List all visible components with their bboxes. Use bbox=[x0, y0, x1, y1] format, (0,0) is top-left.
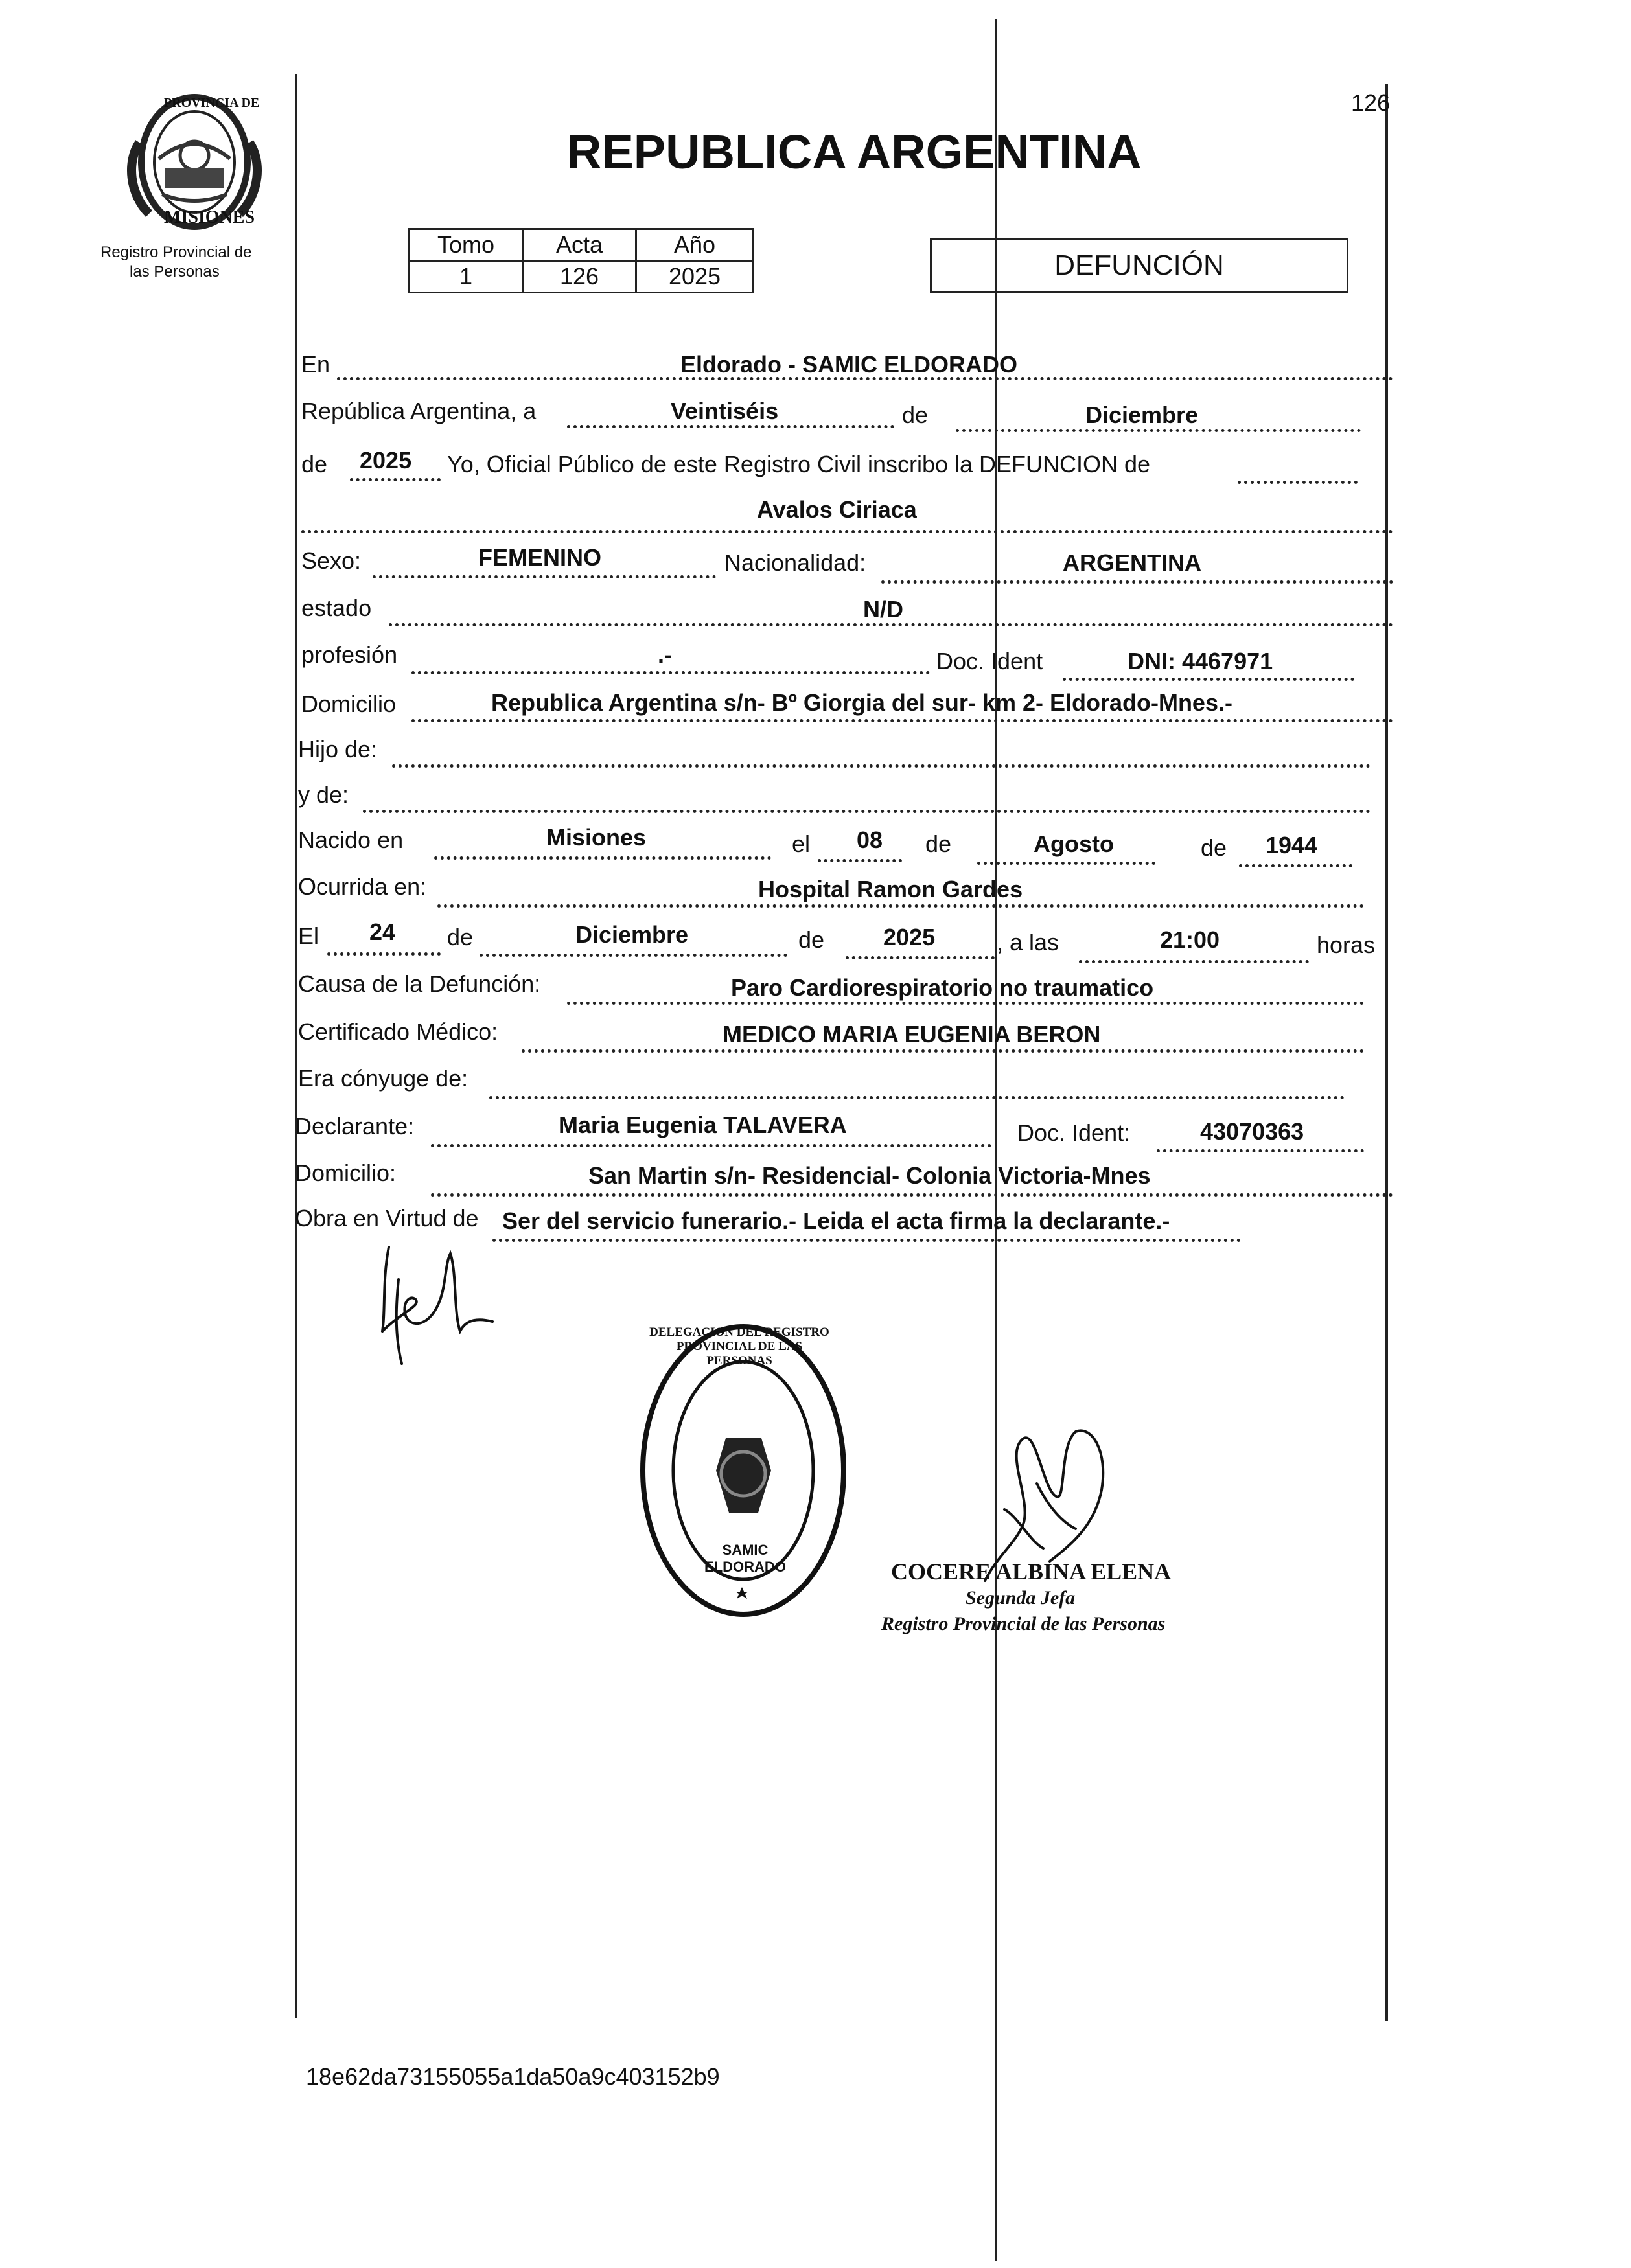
death-time-dots bbox=[1079, 960, 1309, 963]
seal-ring-text: DELEGACION DEL REGISTRO PROVINCIAL DE LAS PERSONAS bbox=[649, 1325, 829, 1368]
right-margin-line bbox=[1385, 84, 1388, 2021]
profesion-dots bbox=[411, 671, 930, 674]
death-month: Diciembre bbox=[575, 921, 689, 948]
official-title: Segunda Jefa bbox=[966, 1587, 1076, 1609]
de1-label: de bbox=[925, 830, 952, 857]
left-margin-line bbox=[295, 74, 297, 2018]
obra-value: Ser del servicio funerario.- Leida el acta firma la declarante.- bbox=[502, 1208, 1170, 1234]
ocurrida-label: Ocurrida en: bbox=[298, 873, 427, 900]
birth-year: 1944 bbox=[1266, 832, 1318, 858]
estado-label: estado bbox=[301, 595, 372, 621]
horas-label: horas bbox=[1317, 932, 1376, 958]
seal-inner-text: SAMIC ELDORADO bbox=[704, 1542, 786, 1575]
causa-dots bbox=[567, 1002, 1364, 1005]
profesion-value: .- bbox=[658, 641, 672, 668]
document-hash: 18e62da73155055a1da50a9c403152b9 bbox=[306, 2063, 720, 2090]
republica-label: República Argentina, a bbox=[301, 398, 537, 424]
sexo-dots bbox=[373, 575, 716, 578]
year-label: de bbox=[301, 451, 328, 477]
birth-month-dots bbox=[977, 862, 1155, 865]
sexo-label: Sexo: bbox=[301, 547, 362, 574]
province-logo bbox=[120, 84, 269, 236]
en-label: En bbox=[301, 351, 330, 378]
decl-doc-dots bbox=[1157, 1149, 1364, 1152]
yde-dots bbox=[363, 810, 1371, 813]
registry-seal bbox=[638, 1322, 849, 1620]
certificado-label: Certificado Médico: bbox=[298, 1018, 498, 1045]
registry-name-line1: Registro Provincial de bbox=[100, 244, 252, 261]
conyuge-label: Era cónyuge de: bbox=[298, 1065, 468, 1092]
profesion-label: profesión bbox=[301, 641, 398, 668]
de4-label: de bbox=[798, 926, 825, 953]
registry-name-line2: las Personas bbox=[130, 263, 220, 281]
de3-label: de bbox=[447, 924, 474, 950]
oficial-dots bbox=[1238, 481, 1358, 484]
official-name: COCERE ALBINA ELENA bbox=[891, 1559, 1172, 1585]
obra-label: Obra en Virtud de bbox=[295, 1205, 479, 1231]
birth-month: Agosto bbox=[1034, 830, 1114, 857]
death-month-dots bbox=[480, 954, 787, 957]
de2-label: de bbox=[1201, 834, 1227, 861]
conyuge-dots bbox=[489, 1096, 1345, 1099]
oficial-text: Yo, Oficial Público de este Registro Civil inscribo la DEFUNCION de bbox=[447, 451, 1151, 477]
record-table bbox=[408, 228, 754, 293]
death-day: 24 bbox=[369, 919, 396, 945]
birth-year-dots bbox=[1239, 864, 1352, 867]
hijo-dots bbox=[392, 764, 1371, 768]
nacionalidad-value: ARGENTINA bbox=[1063, 549, 1201, 576]
decl-doc-value: 43070363 bbox=[1200, 1118, 1304, 1145]
decl-doc-label: Doc. Ident: bbox=[1017, 1119, 1131, 1146]
acta-value: 126 bbox=[523, 261, 636, 293]
logo-text-bottom: MISIONES bbox=[164, 207, 255, 227]
el2-label: El bbox=[298, 922, 319, 949]
en-value: Eldorado - SAMIC ELDORADO bbox=[680, 351, 1017, 378]
deceased-name: Avalos Ciriaca bbox=[757, 496, 917, 523]
declarante-dots bbox=[431, 1144, 991, 1147]
estado-value: N/D bbox=[863, 596, 903, 623]
country-title: REPUBLICA ARGENTINA bbox=[567, 125, 1142, 179]
declarant-signature bbox=[369, 1241, 518, 1370]
certificado-value: MEDICO MARIA EUGENIA BERON bbox=[723, 1021, 1101, 1048]
alas-label: , a las bbox=[997, 929, 1059, 956]
year-value: 2025 bbox=[360, 447, 412, 474]
nacionalidad-label: Nacionalidad: bbox=[724, 549, 866, 576]
ocurrida-value: Hospital Ramon Gardes bbox=[758, 876, 1023, 902]
estado-dots bbox=[389, 623, 1393, 626]
causa-value: Paro Cardiorespiratorio no traumatico bbox=[731, 974, 1154, 1001]
anio-value: 2025 bbox=[636, 261, 754, 293]
certificado-dots bbox=[522, 1049, 1364, 1053]
nacido-label: Nacido en bbox=[298, 827, 404, 853]
month-value: Diciembre bbox=[1085, 402, 1199, 428]
declarante-value: Maria Eugenia TALAVERA bbox=[559, 1112, 847, 1138]
official-office: Registro Provincial de las Personas bbox=[881, 1613, 1166, 1634]
doc-ident-value: DNI: 4467971 bbox=[1128, 648, 1273, 674]
name-dots bbox=[301, 530, 1393, 533]
death-year-dots bbox=[846, 956, 995, 959]
month-dots bbox=[956, 429, 1361, 432]
anio-header: Año bbox=[636, 229, 754, 261]
record-type-box: DEFUNCIÓN bbox=[930, 238, 1348, 293]
doc-ident-label: Doc. Ident bbox=[936, 648, 1043, 674]
day-dots bbox=[567, 425, 894, 428]
domicilio-label: Domicilio bbox=[301, 691, 397, 717]
obra-dots bbox=[492, 1239, 1241, 1242]
de-label: de bbox=[902, 402, 929, 428]
logo-text-top: PROVINCIA DE bbox=[164, 96, 260, 110]
declarante-label: Declarante: bbox=[295, 1113, 415, 1140]
death-day-dots bbox=[327, 952, 441, 956]
death-time: 21:00 bbox=[1160, 926, 1220, 953]
sexo-value: FEMENINO bbox=[478, 544, 602, 571]
hijo-label: Hijo de: bbox=[298, 736, 378, 762]
death-year: 2025 bbox=[883, 924, 936, 950]
decl-domicilio-dots bbox=[431, 1193, 1393, 1197]
yde-label: y de: bbox=[298, 781, 349, 808]
birth-day-dots bbox=[818, 859, 902, 862]
birth-day: 08 bbox=[857, 827, 883, 853]
year-dots bbox=[350, 478, 441, 481]
nacionalidad-dots bbox=[881, 580, 1393, 584]
doc-ident-dots bbox=[1063, 678, 1354, 681]
nacido-value: Misiones bbox=[546, 824, 647, 851]
causa-label: Causa de la Defunción: bbox=[298, 970, 541, 997]
decl-domicilio-label: Domicilio: bbox=[295, 1160, 397, 1186]
acta-header: Acta bbox=[523, 229, 636, 261]
decl-domicilio-value: San Martin s/n- Residencial- Colonia Victoria-Mnes bbox=[588, 1162, 1151, 1189]
ocurrida-dots bbox=[437, 904, 1364, 908]
day-words: Veintiséis bbox=[671, 398, 779, 424]
page-number: 126 bbox=[1351, 89, 1391, 116]
el-label: el bbox=[792, 830, 811, 857]
tomo-value: 1 bbox=[410, 261, 523, 293]
domicilio-dots bbox=[411, 719, 1393, 722]
domicilio-value: Republica Argentina s/n- Bº Giorgia del sur- km 2- Eldorado-Mnes.- bbox=[491, 689, 1232, 716]
nacido-dots bbox=[434, 856, 771, 860]
tomo-header: Tomo bbox=[410, 229, 523, 261]
